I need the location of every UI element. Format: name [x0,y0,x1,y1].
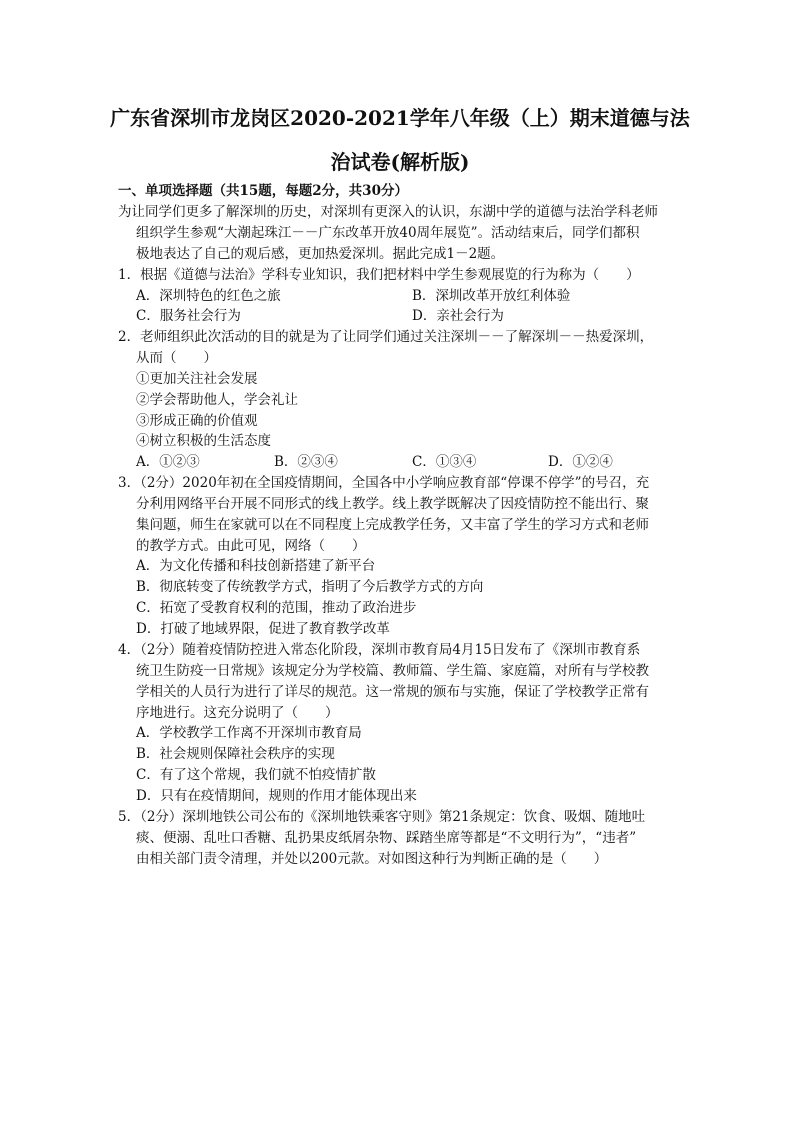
intro-line: 极地表达了自己的观后感，更加热爱深圳。据此完成1－2题。 [136,246,505,262]
q3-option-c: C．拓宽了受教育权利的范围，推动了政治进步 [136,600,417,616]
question-2-stem: 从而（ ） [136,350,217,366]
q3-option-a: A．为文化传播和科技创新搭建了新平台 [136,558,376,574]
question-4-stem: 序地进行。这充分说明了（ ） [136,705,339,721]
q2-item: ④树立积极的生活态度 [136,433,271,449]
q3-option-b: B．彻底转变了传统教学方式，指明了今后教学方式的方向 [136,579,484,595]
q2-option-b: B．②③④ [274,454,338,470]
q2-item: ①更加关注社会发展 [136,371,258,387]
question-5-stem: 5．（2分）深圳地铁公司公布的《深圳地铁乘客守则》第21条规定：饮食、吸烟、随地吐 [118,809,646,825]
question-4-stem: 4．（2分）随着疫情防控进入常态化阶段，深圳市教育局4月15日发布了《深圳市教育系 [118,642,641,658]
document-title-line1: 广东省深圳市龙岗区2020-2021学年八年级（上）期末道德与法 [110,106,690,130]
q2-item: ②学会帮助他人，学会礼让 [136,392,298,408]
q4-option-b: B．社会规则保障社会秩序的实现 [136,746,335,762]
question-5-stem: 痰、便溺、乱吐口香糖、乱扔果皮纸屑杂物、踩踏坐席等都是“不文明行为”，“违者” [136,830,637,846]
q1-option-c: C．服务社会行为 [136,308,241,324]
document-title-line2: 治试卷(解析版) [330,150,470,174]
q1-option-a: A．深圳特色的红色之旅 [136,288,281,304]
q4-option-c: C．有了这个常规，我们就不怕疫情扩散 [136,767,376,783]
q1-option-d: D．亲社会行为 [412,308,504,324]
q4-option-d: D．只有在疫情期间，规则的作用才能体现出来 [136,788,417,804]
question-3-stem: 的教学方式。由此可见，网络（ ） [136,538,366,554]
question-4-stem: 统卫生防疫一日常规》该规定分为学校篇、教师篇、学生篇、家庭篇，对所有与学校教 [136,663,649,679]
q4-option-a: A．学校教学工作离不开深圳市教育局 [136,725,362,741]
question-4-stem: 学相关的人员行为进行了详尽的规范。这一常规的颁布与实施，保证了学校教学正常有 [136,684,649,700]
q2-item: ③形成正确的价值观 [136,413,258,429]
q2-option-d: D．①②④ [548,454,613,470]
question-1-stem: 1．根据《道德与法治》学科专业知识，我们把材料中学生参观展览的行为称为（ ） [118,267,640,283]
question-3-stem: 集问题，师生在家就可以在不同程度上完成教学任务，又丰富了学生的学习方式和老师 [136,517,649,533]
q3-option-d: D．打破了地域界限，促进了教育教学改革 [136,621,390,637]
intro-line: 为让同学们更多了解深圳的历史，对深圳有更深入的认识，东湖中学的道德与法治学科老师 [118,204,658,220]
section-heading: 一、单项选择题（共15题，每题2分，共30分） [118,183,408,199]
question-2-stem: 2．老师组织此次活动的目的就是为了让同学们通过关注深圳－－了解深圳－－热爱深圳， [118,329,654,345]
q2-option-a: A．①②③ [136,454,200,470]
question-3-stem: 分利用网络平台开展不同形式的线上教学。线上教学既解决了因疫情防控不能出行、聚 [136,496,649,512]
q2-option-c: C．①③④ [412,454,477,470]
question-3-stem: 3．（2分）2020年初在全国疫情期间，全国各中小学响应教育部“停课不停学”的号召，充 [118,475,650,491]
intro-line: 组织学生参观“大潮起珠江－－广东改革开放40周年展览”。活动结束后，同学们都积 [136,225,640,241]
q1-option-b: B．深圳改革开放红利体验 [412,288,571,304]
question-5-stem: 由相关部门责令清理，并处以200元款。对如图这种行为判断正确的是（ ） [136,851,608,867]
